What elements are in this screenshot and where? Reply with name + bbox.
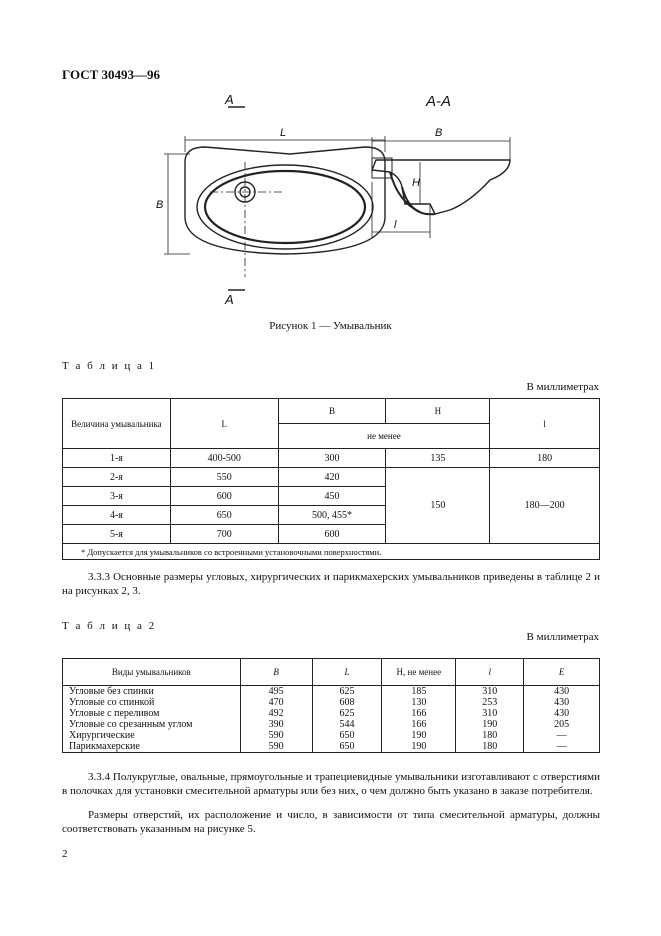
basin-bowl-inner — [205, 171, 365, 243]
table-row: Угловые со срезанным углом 390 544 166 190 205 — [63, 719, 600, 730]
basin-outer-outline — [185, 147, 385, 254]
section-mark-top: A — [225, 92, 234, 107]
section-profile — [372, 160, 510, 214]
table1-merged-H: 150 — [386, 468, 490, 544]
table-row: Хирургические 590 650 190 180 — — [63, 730, 600, 741]
section-mark-bottom: A — [225, 292, 234, 307]
table1-header-size: Величина умывальника — [63, 399, 171, 449]
table1 — [62, 398, 600, 560]
table-row: 4-я 650 500, 455* — [63, 506, 600, 525]
table2-header: Виды умывальников — [63, 659, 241, 686]
table2-units: В миллиметрах — [526, 631, 599, 643]
table2-header: L — [312, 659, 382, 686]
table1-header-H: H — [386, 399, 490, 424]
paragraph-holes: Размеры отверстий, их расположение и число, в зависимости от типа смесительной арматуры, должны соответствовать указанным на рисунке 5. — [62, 809, 600, 835]
table2-header: H, не менее — [382, 659, 456, 686]
table-row: Парикмахерские 590 650 190 180 — — [63, 741, 600, 753]
table1-caption: Т а б л и ц а 1 — [62, 360, 157, 372]
table1-units: В миллиметрах — [526, 381, 599, 393]
table2-header: E — [524, 659, 600, 686]
figure-caption: Рисунок 1 — Умывальник — [269, 320, 392, 332]
dim-label-l: l — [394, 219, 397, 231]
table-row: 1-я 400-500 300 135 180 — [63, 449, 600, 468]
dim-label-L: L — [280, 127, 287, 139]
table2-caption: Т а б л и ц а 2 — [62, 620, 157, 632]
table-row: Угловые без спинки 495 625 185 310 430 — [63, 686, 600, 698]
table-row: Угловые со спинкой 470 608 130 253 430 — [63, 697, 600, 708]
table2-header: B — [240, 659, 312, 686]
section-title: А-А — [426, 93, 452, 110]
document-header: ГОСТ 30493—96 — [62, 67, 161, 82]
table1-merged-l: 180—200 — [490, 468, 600, 544]
table1-header-min: не менее — [278, 424, 490, 449]
table1-note: * Допускается для умывальников со встроенными установочными поверхностями. — [63, 544, 600, 560]
paragraph-3-3-4: 3.3.4 Полукруглые, овальные, прямоугольные и трапециевидные умывальники изготавливают с отверстиями в полочках для установки смесительной арматуры или без них, о чем должно быть указано в заказе потребителя. — [62, 771, 600, 797]
table-row: Угловые с переливом 492 625 166 310 430 — [63, 708, 600, 719]
dim-label-B-top: B — [435, 127, 443, 139]
basin-bowl — [197, 165, 373, 249]
washbasin-figure — [150, 92, 530, 312]
table1-header-B: B — [278, 399, 386, 424]
page-number: 2 — [62, 848, 68, 860]
table-row: 2-я 550 420 150 180—200 — [63, 468, 600, 487]
paragraph-3-3-3: 3.3.3 Основные размеры угловых, хирургических и парикмахерских умывальников приведены в таблице 2 и на рисунках 2, 3. — [62, 571, 600, 597]
dim-label-H: H — [412, 177, 420, 189]
table2 — [62, 658, 600, 753]
table1-header-l: l — [490, 399, 600, 449]
table1-header-L: L — [170, 399, 278, 449]
table2-header: l — [456, 659, 524, 686]
dim-label-B-side: B — [156, 199, 164, 211]
table-row: 3-я 600 450 — [63, 487, 600, 506]
table-row: 5-я 700 600 — [63, 525, 600, 544]
